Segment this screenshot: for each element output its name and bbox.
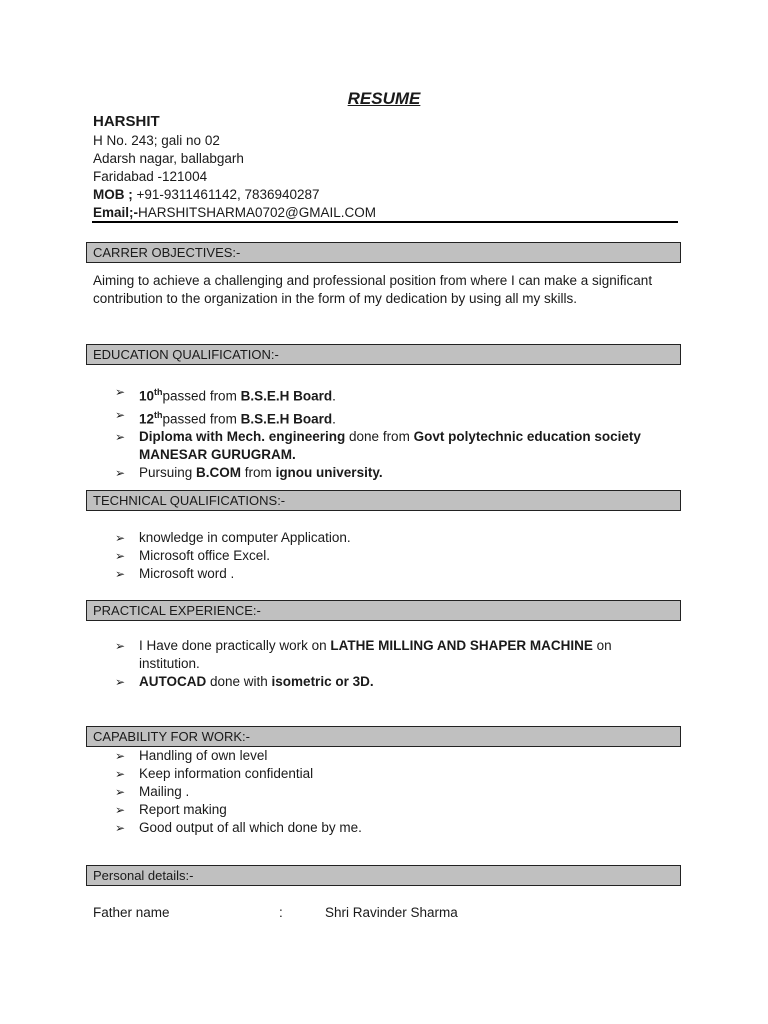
technical-item-text: Microsoft word . [139,566,235,581]
capability-item-text: Mailing . [139,784,190,799]
education-item [115,428,675,464]
practical-item [115,673,675,691]
capability-item [115,801,675,819]
practical-item-text: isometric or 3D. [271,674,374,689]
mobile-label: MOB ; [93,187,133,202]
bullet-arrow-icon: ➢ [115,785,126,799]
section-heading-education: EDUCATION QUALIFICATION:- [86,344,681,365]
education-item [115,406,675,429]
email-line [93,204,376,222]
mobile-value: +91-9311461142, 7836940287 [132,187,320,202]
technical-item [115,529,675,547]
capability-item-text: Keep information confidential [139,766,314,781]
capability-item [115,783,675,801]
practical-item [115,637,675,673]
bullet-arrow-icon: ➢ [115,531,126,545]
technical-item [115,565,675,583]
practical-item-text: AUTOCAD [139,674,207,689]
candidate-name: HARSHIT [93,113,160,130]
section-heading-technical: TECHNICAL QUALIFICATIONS:- [86,490,681,511]
father-name-value: Shri Ravinder Sharma [325,905,458,920]
capability-item-text: Handling of own level [139,748,268,763]
practical-item-text: on institution. [139,638,612,671]
capability-item [115,747,675,765]
address-line-3: Faridabad -121004 [93,169,208,184]
bullet-arrow-icon: ➢ [115,407,126,422]
bullet-arrow-icon: ➢ [115,385,126,399]
section-heading-personal: Personal details:- [86,865,681,886]
bullet-arrow-icon: ➢ [115,675,126,689]
contact-block [93,112,376,222]
technical-list [115,529,675,583]
education-item-text: B.S.E.H Board [240,388,333,404]
education-item-text: 10 [139,388,155,404]
resume-title: RESUME [347,89,421,108]
technical-item [115,547,675,565]
education-item-text: done from [345,429,414,444]
capability-item-text: Report making [139,802,227,817]
education-item-sup: th [154,409,163,420]
bullet-arrow-icon: ➢ [115,466,126,480]
education-item-text: Govt polytechnic education society MANESAR GURUGRAM. [139,429,641,462]
capability-item-text: Good output of all which done by me. [139,820,362,835]
practical-item-text: I Have done practically work on [139,638,331,653]
capability-item [115,765,675,783]
education-item-text: . [332,411,336,426]
objective-text: Aiming to achieve a challenging and professional position from where I can make a significant contribution to the organization in the form of my dedication by using all my skills. [93,273,653,306]
header-divider [92,221,678,223]
father-name-label: Father name [93,905,170,920]
bullet-arrow-icon: ➢ [115,803,126,817]
practical-list [115,637,675,691]
bullet-arrow-icon: ➢ [115,639,126,653]
email-value: HARSHITSHARMA0702@GMAIL.COM [138,205,377,220]
section-heading-practical: PRACTICAL EXPERIENCE:- [86,600,681,621]
section-heading-capability: CAPABILITY FOR WORK:- [86,726,681,747]
bullet-arrow-icon: ➢ [115,567,126,581]
section-heading-objectives: CARRER OBJECTIVES:- [86,242,681,263]
education-item-text: Diploma with Mech. engineering [139,429,346,444]
education-item-text: ignou university. [275,465,383,480]
education-item-text: from [241,465,276,480]
capability-list [115,747,675,837]
address-line-1: H No. 243; gali no 02 [93,133,220,148]
technical-item-text: knowledge in computer Application. [139,530,351,545]
practical-item-text: done with [206,674,272,689]
mobile-line [93,186,376,204]
education-item-sup: th [154,387,163,397]
education-item [115,464,675,482]
bullet-arrow-icon: ➢ [115,430,126,444]
practical-item-text: LATHE MILLING AND SHAPER MACHINE [330,638,593,653]
education-item [115,383,675,406]
father-name-separator: : [279,905,283,920]
education-item-text: B.S.E.H Board [240,411,333,426]
bullet-arrow-icon: ➢ [115,549,126,563]
education-item-text: B.COM [196,465,242,480]
education-item-text: 12 [139,411,155,426]
education-list [115,383,675,482]
education-item-text: Pursuing [139,465,197,480]
bullet-arrow-icon: ➢ [115,749,126,763]
bullet-arrow-icon: ➢ [115,767,126,781]
education-item-text: passed from [162,411,241,426]
email-label: Email;- [93,205,139,220]
address-line-2: Adarsh nagar, ballabgarh [93,151,244,166]
education-item-text: passed from [162,388,241,404]
technical-item-text: Microsoft office Excel. [139,548,271,563]
bullet-arrow-icon: ➢ [115,821,126,835]
capability-item [115,819,675,837]
education-item-text: . [332,388,336,404]
